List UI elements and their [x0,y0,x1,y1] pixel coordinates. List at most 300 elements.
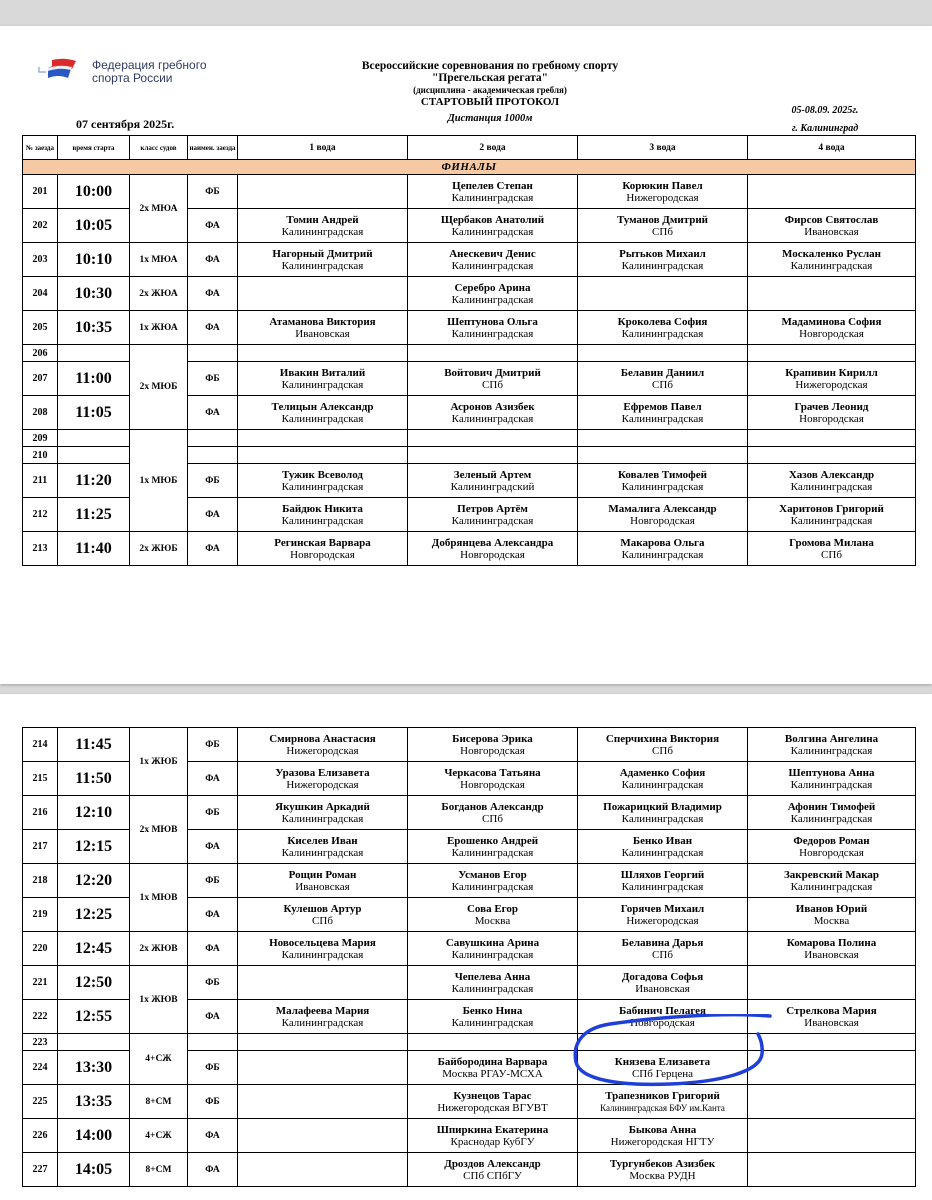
lane-4-cell [748,1051,916,1085]
athlete-name: Байбородина Варвара [437,1055,548,1068]
col-header-time: время старта [58,136,130,160]
lane-3-cell [578,209,748,243]
athlete-name: Кулешов Артур [283,902,362,915]
athlete-name: Малафеева Мария [275,1004,370,1017]
section-row [23,160,916,175]
athlete-region: Калининградский [450,480,535,493]
race-number: 205 [23,311,58,345]
lane-3-cell [578,796,748,830]
athlete-name: Нагорный Дмитрий [272,247,373,260]
athlete-name: Афонин Тимофей [787,800,876,813]
race-number: 219 [23,898,58,932]
athlete-region: Калининградская [621,259,704,272]
athlete-name: Горячев Михаил [620,902,705,915]
lane-1-cell [238,1085,408,1119]
lane-3-cell [578,175,748,209]
athlete-region: Калининградская [281,225,364,238]
athlete-name: Федоров Роман [793,834,870,847]
lane-1-cell [238,175,408,209]
lane-4-cell [748,966,916,1000]
start-time: 11:45 [58,728,130,762]
athlete-region: СПб [312,914,333,927]
athlete-region: Калининградская [281,514,364,527]
boat-class-cell: 2х МЮА [130,175,188,243]
race-type: ФА [188,311,238,345]
start-protocol-table-2 [22,727,916,1187]
table-row [23,1085,916,1119]
col-header-num: № заезда [23,136,58,160]
athlete-region: Ивановская [804,1016,859,1029]
race-number: 227 [23,1153,58,1187]
lane-1-cell [238,1153,408,1187]
start-protocol-table-1 [22,135,916,566]
athlete-region: Калининградская [281,1016,364,1029]
athlete-region: Калининградская [621,412,704,425]
athlete-name: Тужик Всеволод [282,468,363,481]
athlete-region: Новгородская [460,548,525,561]
start-time: 10:30 [58,277,130,311]
lane-2-cell [408,864,578,898]
race-number: 206 [23,345,58,362]
athlete-region: Нижегородская ВГУВТ [437,1101,548,1114]
race-number: 213 [23,532,58,566]
race-type: ФА [188,243,238,277]
lane-3-cell [578,1000,748,1034]
athlete-name: Белавина Дарья [621,936,704,949]
race-type: ФБ [188,966,238,1000]
federation-logo [38,58,207,85]
race-number: 212 [23,498,58,532]
start-time: 12:15 [58,830,130,864]
start-time: 11:40 [58,532,130,566]
lane-4-cell [748,243,916,277]
lane-4-cell [748,898,916,932]
athlete-name: Якушкин Аркадий [275,800,370,813]
athlete-name: Савушкина Арина [445,936,540,949]
competition-title: Всероссийские соревнования по гребному спорту [361,60,619,72]
athlete-name: Кузнецов Тарас [453,1089,532,1102]
start-time: 11:25 [58,498,130,532]
athlete-name: Асронов Азизбек [450,400,535,413]
lane-2-cell [408,532,578,566]
athlete-region: Москва [813,914,850,927]
athlete-name: Киселев Иван [287,834,358,847]
lane-4-cell [748,762,916,796]
lane-1-cell [238,762,408,796]
athlete-region: Новгородская [799,327,864,340]
athlete-name: Макарова Ольга [620,536,705,549]
lane-2-cell [408,1000,578,1034]
lane-3-cell [578,1085,748,1119]
athlete-name: Сперчихина Виктория [605,732,720,745]
athlete-name: Шляхов Георгий [620,868,705,881]
athlete-name: Дроздов Александр [444,1157,541,1170]
athlete-region: Ивановская [295,880,350,893]
athlete-name: Рытьков Михаил [619,247,706,260]
lane-3-cell [578,864,748,898]
athlete-region: Новгородская [799,846,864,859]
lane-4-cell [748,830,916,864]
lane-2-cell [408,796,578,830]
race-day-date: 07 сентября 2025г. [76,117,175,131]
athlete-name: Бабинич Пелагея [618,1004,707,1017]
athlete-name: Байдюк Никита [282,502,363,515]
athlete-region: Ивановская [635,982,690,995]
lane-1-cell [238,464,408,498]
lane-4-cell [748,277,916,311]
race-number: 222 [23,1000,58,1034]
athlete-name: Шептунова Анна [788,766,875,779]
lane-3-cell [578,243,748,277]
start-time: 12:20 [58,864,130,898]
lane-1-cell [238,1051,408,1085]
athlete-name: Уразова Елизавета [275,766,370,779]
race-type: ФА [188,396,238,430]
athlete-name: Громова Милана [789,536,874,549]
section-title: ФИНАЛЫ [23,160,916,175]
athlete-name: Пожарицкий Владимир [603,800,722,813]
lane-3-cell [578,498,748,532]
table-row [23,1153,916,1187]
race-number: 209 [23,430,58,447]
athlete-region: Краснодар КубГУ [450,1135,535,1148]
boat-class-cell: 1х ЖЮА [130,311,188,345]
athlete-name: Адаменко София [619,766,706,779]
athlete-name: Тургунбеков Азизбек [609,1157,716,1170]
lane-4-cell [748,396,916,430]
col-header-lane4: 4 вода [748,136,916,160]
athlete-region: СПб [482,812,503,825]
race-number: 221 [23,966,58,1000]
lane-1-cell [238,1000,408,1034]
start-time: 11:20 [58,464,130,498]
athlete-region: Калининградская [451,1016,534,1029]
lane-2-cell [408,209,578,243]
lane-3-cell [578,762,748,796]
boat-class-cell: 1х МЮБ [130,430,188,532]
race-type: ФА [188,762,238,796]
athlete-name: Бенко Иван [632,834,693,847]
event-dates: 05-08.09. 2025г. [791,105,859,116]
start-time: 10:10 [58,243,130,277]
athlete-name: Корюкин Павел [622,179,703,192]
lane-4-cell [748,1085,916,1119]
lane-4-cell [748,532,916,566]
lane-3-cell [578,464,748,498]
athlete-name: Хазов Александр [788,468,875,481]
race-number: 203 [23,243,58,277]
athlete-region: Калининградская [621,548,704,561]
start-time: 14:05 [58,1153,130,1187]
lane-3-cell [578,277,748,311]
race-type: ФБ [188,864,238,898]
lane-2-cell [408,898,578,932]
lane-1-cell [238,498,408,532]
athlete-region: Ивановская [804,225,859,238]
athlete-region: Калининградская [621,480,704,493]
flag-logo-icon [38,58,86,80]
lane-2-cell [408,243,578,277]
lane-1-cell [238,277,408,311]
table-row [23,277,916,311]
col-header-lane3: 3 вода [578,136,748,160]
start-time: 11:05 [58,396,130,430]
lane-3-cell [578,1153,748,1187]
race-type: ФА [188,830,238,864]
boat-class-cell: 1х ЖЮВ [130,966,188,1034]
race-type: ФА [188,932,238,966]
logo-text-line2: спорта России [92,71,173,85]
lane-3-cell [578,1051,748,1085]
athlete-name: Кроколева София [617,315,708,328]
athlete-name: Грачев Леонид [794,400,869,413]
athlete-region: Ивановская [295,327,350,340]
race-number: 225 [23,1085,58,1119]
athlete-name: Москаленко Руслан [782,247,881,260]
boat-class-cell: 4+СЖ [130,1034,188,1085]
lane-2-cell [408,932,578,966]
race-number: 220 [23,932,58,966]
lane-1-cell [238,532,408,566]
start-time: 10:35 [58,311,130,345]
distance: Дистанция 1000м [447,113,533,124]
lane-2-cell [408,277,578,311]
lane-3-cell [578,966,748,1000]
athlete-region: Калининградская [451,514,534,527]
lane-4-cell [748,728,916,762]
race-type: ФА [188,1153,238,1187]
lane-4-cell [748,209,916,243]
lane-1-cell [238,796,408,830]
table-row [23,966,916,1000]
athlete-region: СПб [652,948,673,961]
athlete-region: СПб [482,378,503,391]
athlete-name: Телицын Александр [271,400,374,413]
athlete-region: Калининградская [451,982,534,995]
document-heading [300,60,680,126]
boat-class-cell: 8+СМ [130,1153,188,1187]
lane-3-cell [578,830,748,864]
lane-3-cell [578,532,748,566]
athlete-name: Усманов Егор [458,868,527,881]
athlete-region: Новгородская [799,412,864,425]
race-number: 207 [23,362,58,396]
athlete-region: Москва РГАУ-МСХА [442,1067,543,1080]
boat-class-cell: 2х МЮВ [130,796,188,864]
race-type: ФБ [188,1085,238,1119]
athlete-region: Калининградская [790,880,873,893]
athlete-name: Стрелкова Мария [786,1004,877,1017]
athlete-region: Калининградская [281,812,364,825]
regatta-name: "Прегельская регата" [431,72,549,84]
athlete-region: Калининградская [621,778,704,791]
lane-4-cell [748,864,916,898]
athlete-name: Туманов Дмитрий [616,213,709,226]
lane-1-cell [238,243,408,277]
athlete-region: Новгородская [290,548,355,561]
lane-2-cell [408,175,578,209]
race-number: 204 [23,277,58,311]
athlete-region: Ивановская [804,948,859,961]
athlete-region: Калининградская [451,259,534,272]
athlete-region: Нижегородская [286,778,359,791]
boat-class-cell: 2х ЖЮА [130,277,188,311]
table-header-row [23,136,916,160]
athlete-name: Догадова Софья [621,970,704,983]
table-row [23,311,916,345]
athlete-name: Добрянцева Александра [431,536,554,549]
athlete-region: Калининградская [281,378,364,391]
lane-1-cell [238,864,408,898]
boat-class-cell: 4+СЖ [130,1119,188,1153]
athlete-region: Калининградская [451,846,534,859]
table-row-empty [23,430,916,447]
race-type: ФБ [188,796,238,830]
lane-3-cell [578,396,748,430]
athlete-name: Чепелева Анна [454,970,531,983]
table-row [23,728,916,762]
athlete-region: Калининградская [621,327,704,340]
table-row [23,243,916,277]
lane-3-cell [578,932,748,966]
start-time: 12:10 [58,796,130,830]
lane-3-cell [578,898,748,932]
table-row [23,864,916,898]
race-number: 210 [23,447,58,464]
athlete-region: Калининградская [451,225,534,238]
lane-4-cell [748,1119,916,1153]
race-number: 214 [23,728,58,762]
start-time: 11:50 [58,762,130,796]
lane-4-cell [748,1000,916,1034]
race-number: 208 [23,396,58,430]
lane-1-cell [238,209,408,243]
athlete-name: Атаманова Виктория [269,315,376,328]
start-time: 12:50 [58,966,130,1000]
start-time: 13:35 [58,1085,130,1119]
lane-3-cell [578,362,748,396]
start-time: 12:25 [58,898,130,932]
athlete-region: СПб Герцена [631,1067,694,1080]
lane-2-cell [408,1085,578,1119]
athlete-region: Калининградская [621,880,704,893]
athlete-region: СПб [652,744,673,757]
discipline: (дисциплина - академическая гребля) [413,85,567,95]
race-number: 218 [23,864,58,898]
athlete-region: Калининградская [790,259,873,272]
athlete-region: Калининградская [790,812,873,825]
athlete-name: Новосельцева Мария [269,936,376,949]
boat-class-cell: 1х МЮВ [130,864,188,932]
athlete-region: Калининградская [621,812,704,825]
athlete-region: Калининградская [281,412,364,425]
athlete-region: Нижегородская НГТУ [610,1135,715,1148]
lane-2-cell [408,1051,578,1085]
athlete-region: Москва [474,914,511,927]
athlete-name: Быкова Анна [628,1123,697,1136]
lane-4-cell [748,796,916,830]
col-header-lane2: 2 вода [408,136,578,160]
lane-3-cell [578,1119,748,1153]
athlete-name: Шептунова Ольга [447,315,538,328]
table-row [23,932,916,966]
lane-2-cell [408,311,578,345]
race-type: ФА [188,277,238,311]
athlete-name: Зеленый Артем [453,468,532,481]
lane-2-cell [408,396,578,430]
boat-class-cell: 1х МЮА [130,243,188,277]
athlete-region: СПб СПбГУ [463,1169,522,1182]
protocol-page-2 [0,694,932,1200]
lane-2-cell [408,830,578,864]
race-number: 211 [23,464,58,498]
lane-2-cell [408,362,578,396]
athlete-region: СПб [652,225,673,238]
col-header-type: наимен. заезда [188,136,238,160]
athlete-region: СПб [821,548,842,561]
athlete-region: Нижегородская [795,378,868,391]
athlete-region: Калининградская [790,480,873,493]
start-time: 13:30 [58,1051,130,1085]
athlete-region: Калининградская [281,846,364,859]
athlete-region: Калининградская [281,259,364,272]
protocol-page-1 [0,26,932,684]
athlete-region: Калининградская [790,744,873,757]
lane-4-cell [748,311,916,345]
table-row [23,532,916,566]
start-time: 10:05 [58,209,130,243]
lane-4-cell [748,1153,916,1187]
athlete-name: Бенко Нина [462,1004,523,1017]
athlete-name: Мадаминова София [781,315,882,328]
event-city: г. Калининград [791,123,859,134]
athlete-name: Петров Артём [457,502,528,515]
lane-4-cell [748,932,916,966]
athlete-region: СПб [652,378,673,391]
start-time: 10:00 [58,175,130,209]
lane-4-cell [748,498,916,532]
start-time: 12:45 [58,932,130,966]
athlete-region: Калининградская [790,778,873,791]
athlete-region: Калининградская [281,948,364,961]
athlete-name: Смирнова Анастасия [269,732,376,745]
athlete-name: Войтович Дмитрий [444,366,541,379]
race-type: ФА [188,498,238,532]
lane-1-cell [238,311,408,345]
race-type: ФА [188,1119,238,1153]
lane-2-cell [408,464,578,498]
lane-1-cell [238,966,408,1000]
race-number: 201 [23,175,58,209]
lane-2-cell [408,1119,578,1153]
athlete-name: Харитонов Григорий [779,502,884,515]
athlete-region: Калининградская [451,293,534,306]
athlete-name: Трапезников Григорий [605,1089,720,1102]
start-time: 12:55 [58,1000,130,1034]
athlete-name: Ковалев Тимофей [617,468,707,481]
lane-1-cell [238,830,408,864]
race-type: ФБ [188,464,238,498]
lane-2-cell [408,728,578,762]
lane-2-cell [408,966,578,1000]
race-type: ФБ [188,1051,238,1085]
athlete-name: Мамалига Александр [608,502,717,515]
table-row-empty [23,1034,916,1051]
lane-1-cell [238,728,408,762]
athlete-name: Комарова Полина [786,936,877,949]
lane-2-cell [408,762,578,796]
athlete-region: Калининградская [451,327,534,340]
